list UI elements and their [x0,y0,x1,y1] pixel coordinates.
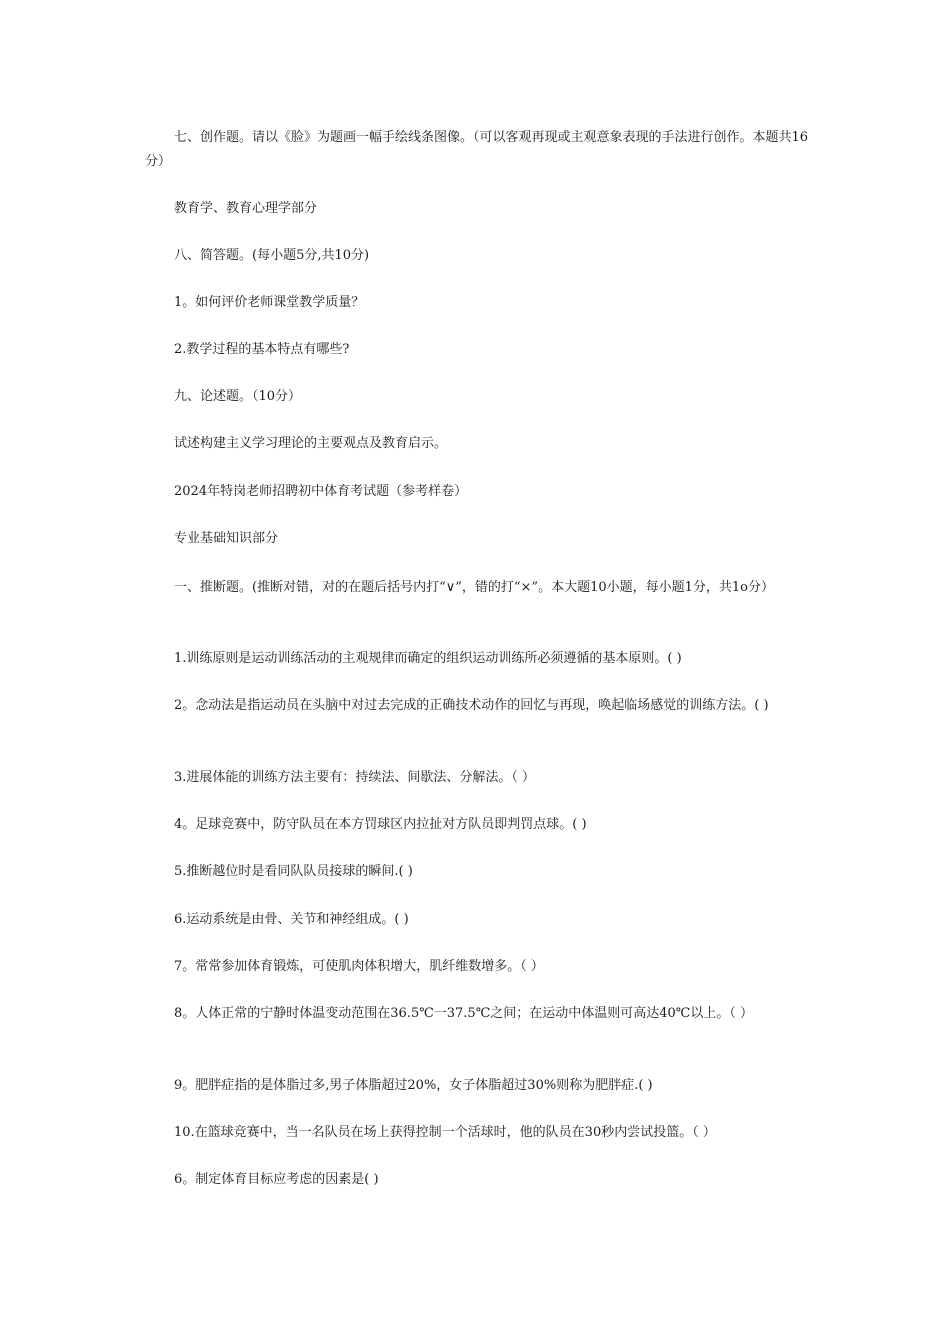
question-9-heading: 九、论述题。（10分） [174,389,302,404]
question-8-heading: 八、简答题。(每小题5分,共10分) [174,248,370,263]
judgment-item-4: 4。足球竞赛中，防守队员在本方罚球区内拉扯对方队员即判罚点球。( ) [174,817,587,832]
judgment-item-9: 9。肥胖症指的是体脂过多,男子体脂超过20%，女子体脂超过30%则称为肥胖症.( ) [174,1078,653,1093]
question-9-item: 试述构建主义学习理论的主要观点及教育启示。 [174,436,448,451]
judgment-item-6: 6.运动系统是由骨、关节和神经组成。( ) [174,912,409,927]
judgment-item-8: 8。人体正常的宁静时体温变动范围在36.5℃一37.5℃之间；在运动中体温则可高达40℃以上。（ ） [174,1006,753,1021]
judgment-item-1: 1.训练原则是运动训练活动的主观规律而确定的组织运动训练所必须遵循的基本原则。( ) [174,651,682,666]
question-7-creative: 七、创作题。请以《脸》为题画一幅手绘线条图像。（可以客观再现或主观意象表现的手法进行创作。本题共16分） [145,130,809,169]
question-8-item-2: 2.教学过程的基本特点有哪些? [174,342,350,357]
judgment-item-10: 10.在篮球竞赛中，当一名队员在场上获得控制一个活球时，他的队员在30秒内尝试投篮。（ ） [174,1125,716,1140]
judgment-item-5: 5.推断越位时是看同队队员接球的瞬间.( ) [174,864,413,879]
section-heading-professional: 专业基础知识部分 [174,531,279,546]
judgment-item-7: 7。常常参加体育锻炼，可使肌肉体积增大，肌纤维数增多。（ ） [174,959,544,974]
exam-title: 2024年特岗老师招聘初中体育考试题（参考样卷） [174,484,468,499]
section-heading-education: 教育学、教育心理学部分 [174,201,318,216]
judgment-item-2: 2。念动法是指运动员在头脑中对过去完成的正确技术动作的回忆与再现，唤起临场感觉的训练方法。( ) [174,698,769,713]
part-1-heading: 一、推断题。(推断对错，对的在题后括号内打“∨”，错的打“×”。本大题10小题，每小题1分，共1o分） [174,580,774,595]
question-8-item-1: 1。如何评价老师课堂教学质量？ [174,295,365,310]
choice-item-6: 6。制定体育目标应考虑的因素是( ) [174,1172,379,1187]
judgment-item-3: 3.进展体能的训练方法主要有：持续法、间歇法、分解法。（ ） [174,770,536,785]
